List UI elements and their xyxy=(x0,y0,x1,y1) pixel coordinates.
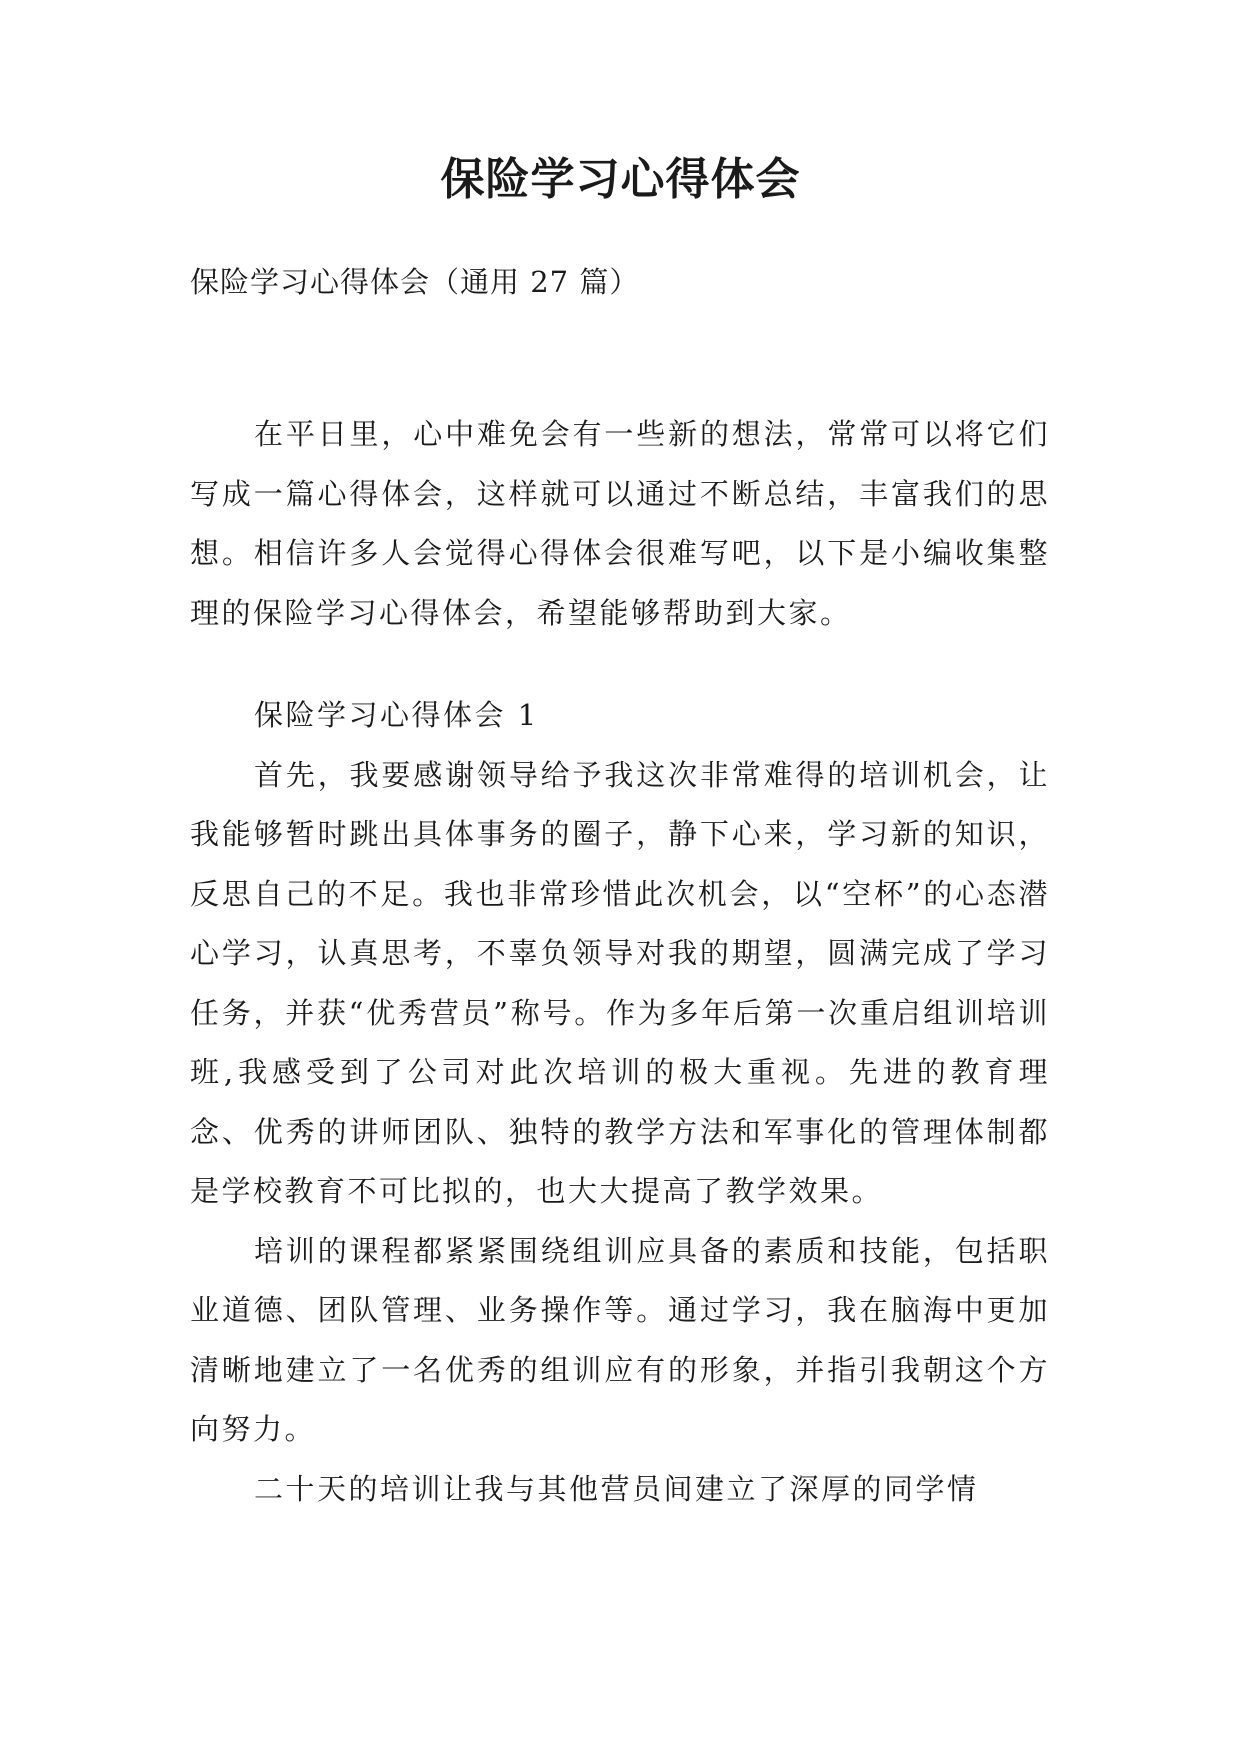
section-body xyxy=(190,686,1050,1519)
body-paragraph-1: 首先，我要感谢领导给予我这次非常难得的培训机会，让我能够暂时跳出具体事务的圈子，静下心来，学习新的知识，反思自己的不足。我也非常珍惜此次机会，以“空杯”的心态潜心学习，认真思考，不辜负领导对我的期望，圆满完成了学习任务，并获“优秀营员”称号。作为多年后第一次重启组训培训班,我感受到了公司对此次培训的极大重视。先进的教育理念、优秀的讲师团队、独特的教学方法和军事化的管理体制都是学校教育不可比拟的，也大大提高了教学效果。 xyxy=(190,757,1050,1208)
section-heading: 保险学习心得体会 1 xyxy=(254,698,539,732)
body-paragraph-3: 二十天的培训让我与其他营员间建立了深厚的同学情 xyxy=(254,1471,979,1506)
body-paragraph-2: 培训的课程都紧紧围绕组训应具备的素质和技能，包括职业道德、团队管理、业务操作等。通过学习，我在脑海中更加清晰地建立了一名优秀的组训应有的形象，并指引我朝这个方向努力。 xyxy=(190,1233,1050,1446)
intro-paragraph: 在平日里，心中难免会有一些新的想法，常常可以将它们写成一篇心得体会，这样就可以通过不断总结，丰富我们的思想。相信许多人会觉得心得体会很难写吧，以下是小编收集整理的保险学习心得体会，希望能够帮助到大家。 xyxy=(190,417,1050,630)
intro-block xyxy=(190,405,1050,643)
document-subtitle: 保险学习心得体会（通用 27 篇） xyxy=(190,265,640,299)
page-title: 保险学习心得体会 xyxy=(440,154,801,205)
